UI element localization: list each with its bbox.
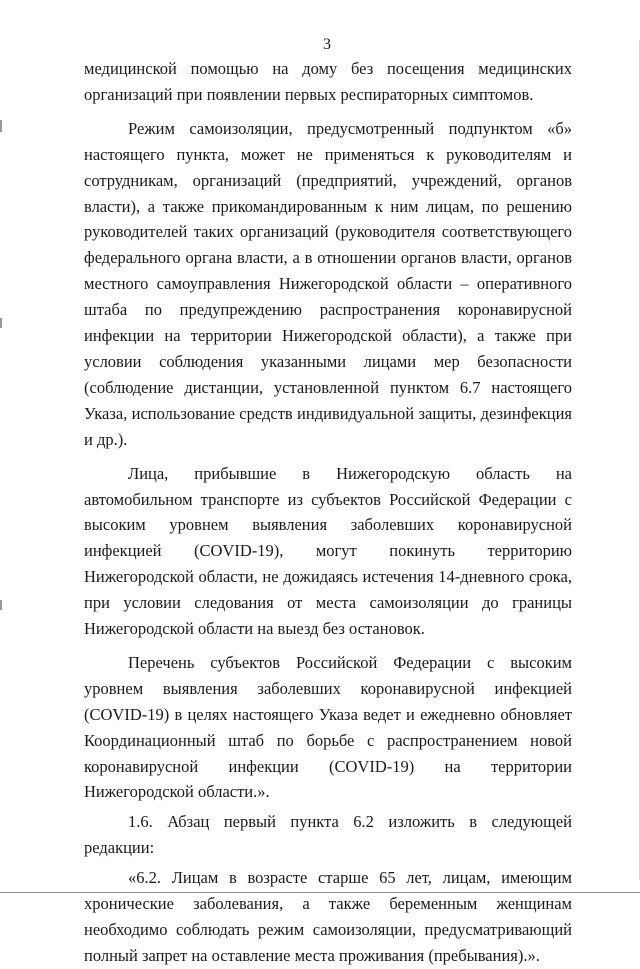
- scan-edge-mark: [0, 120, 2, 132]
- paragraph-clause-6-2: «6.2. Лицам в возрасте старше 65 лет, лицам, имеющим хронические заболевания, а также беременным женщинам необходимо соблюдать режим самоизоляции, предусматривающий полный запрет на оставление места проживания (пребывания).».: [84, 868, 572, 965]
- scan-edge-mark: [0, 600, 2, 610]
- paragraph-amendment-1-6: 1.6. Абзац первый пункта 6.2 изложить в следующей редакции:: [84, 812, 572, 858]
- paragraph-continuation: медицинской помощью на дому без посещения медицинских организаций при появлении первых респираторных симптомов.: [84, 59, 572, 104]
- paragraph-regions-list: Перечень субъектов Российской Федерации с высоким уровнем выявления заболевших коронавирусной инфекцией (COVID-19) в целях настоящего Указа ведет и ежедневно обновляет Координационный штаб по борьбе с распространением новой коронавирусной инфекции (COVID-19) на территории Нижегородской области.».: [84, 652, 572, 802]
- page-number: 3: [323, 36, 331, 53]
- paragraph-transit-persons: Лица, прибывшие в Нижегородскую область на автомобильном транспорте из субъектов Российской Федерации с высоким уровнем выявления заболевших коронавирусной инфекцией (COVID-19), могут покинуть территорию Нижегородской области, не дожидаясь истечения 14-дневного срока, при условии следования от места самоизоляции до границы Нижегородской области на выезд без остановок.: [84, 463, 572, 639]
- document-body: [84, 56, 572, 969]
- scan-bottom-edge: [0, 892, 640, 893]
- scan-edge-mark: [0, 318, 2, 328]
- paragraph-self-isolation-exemption: Режим самоизоляции, предусмотренный подпунктом «б» настоящего пункта, может не применяться к руководителям и сотрудникам, организаций (предприятий, учреждений, органов власти), а также прикомандированным к ним лицам, по решению руководителей таких организаций (руководителя соответствующего федерального органа власти, а в отношении органов власти, органов местного самоуправления Нижегородской области – оперативного штаба по предупреждению распространения коронавирусной инфекции на территории Нижегородской области), а также при условии соблюдения указанными лицами мер безопасности (соблюдение дистанции, установленной пунктом 6.7 настоящего Указа, использование средств индивидуальной защиты, дезинфекция и др.).: [84, 118, 572, 449]
